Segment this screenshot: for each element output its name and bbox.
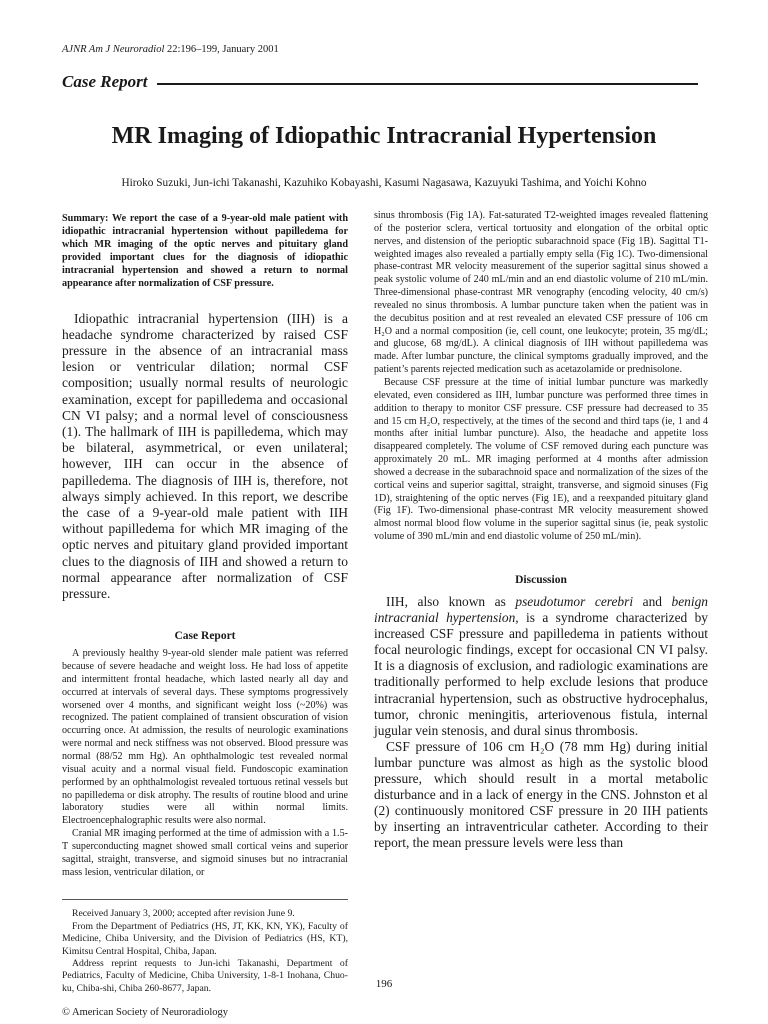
journal-citation <box>62 44 279 55</box>
left-column <box>62 212 348 1018</box>
summary-abstract: Summary: We report the case of a 9-year-old male patient with idiopathic intracranial hypertension without papilledema for which MR imaging of the optic nerves and pituitary gland provided important clues for the diagnosis of idiopathic intracranial hypertension and showed a return to normal appearance after normalization of CSF pressure. <box>62 213 348 290</box>
right-column <box>374 210 708 851</box>
copyright-notice: © American Society of Neuroradiology <box>62 1007 229 1019</box>
footnote-reprint: Address reprint requests to Jun-ichi Takanashi, Department of Pediatrics, Faculty of Medicine, Chiba University, 1-8-1 Inohana, Chuo-ku, Chiba-shi, Chiba 260-8677, Japan. <box>62 958 348 994</box>
term-benign-hypertension: benign intracranial hypertension, <box>374 593 708 626</box>
footnote-received: Received January 3, 2000; accepted after revision June 9. <box>72 908 295 920</box>
discussion-lead-text: IIH, also known as <box>386 593 516 609</box>
case-report-followup-paragraph: Because CSF pressure at the time of initial lumbar puncture was markedly elevated, even considered as IIH, lumbar puncture was performed three times in addition to therapy to monitor CSF pressure. CSF pressure had decreased to 35 and 15 cm H₂O, respectively, at the times of the second and third taps (ie, 1 and 4 months after initial lumbar puncture). Also, the headache and appetite loss disappeared completely. The volume of CSF removed during each puncture was approximately 20 mL. MR imaging performed at 4 months after admission showed a decrease in the subarachnoid space and normalization of the sizes of the cortical veins and superior sagittal, straight, transverse, and sigmoid sinuses (Fig 1D), straightening of the optic nerves (Fig 1E), and a reexpanded pituitary gland (Fig 1F). Two-dimensional phase-contrast MR velocity measurement showed almost normal blood flow volume in the superior sagittal sinus (ie, peak systolic volume of 390 mL/min and end diastolic volume of 250 mL/min). <box>374 376 708 543</box>
journal-details: 22:196–199, January 2001 <box>167 44 279 55</box>
page-number: 196 <box>375 978 393 990</box>
discussion-rest-text: is a syndrome characterized by increased CSF pressure and papilledema in patients without focal neurologic findings, except for occasional CN VI palsy. It is a diagnosis of exclusion, and radiologic examinations are traditionally performed to help exclude lesions that produce intracranial hypertension, such as obstructive hydrocephalus, tumor, chronic meningitis, arteriovenous fistula, internal jugular vein stenosis, and dural sinus thrombosis. <box>374 610 709 738</box>
introduction-paragraph: Idiopathic intracranial hypertension (IIH) is a headache syndrome characterized by raised CSF pressure in the absence of an intracranial mass lesion or ventricular dilation; normal CSF composition; usually normal results of neurologic examination, except for papilledema and occasional CN VI palsy; and a normal level of consciousness (1). The hallmark of IIH is papilledema, which may be bilateral, asymmetrical, or even unilateral; however, IIH can occur in the absence of papilledema. The diagnosis of IIH is, therefore, not always simply achieved. In this report, we describe the case of a 9-year-old male patient with IIH without papilledema for which MR imaging of the optic nerves and pituitary gland provided important clues to the diagnosis of IIH and showed a return to normal appearance after normalization of CSF pressure. <box>62 310 348 602</box>
term-pseudotumor: pseudotumor cerebri <box>515 593 634 609</box>
author-list: Hiroko Suzuki, Jun-ichi Takanashi, Kazuhiko Kobayashi, Kasumi Nagasawa, Kazuyuki Tashima, and Yoichi Kohno <box>121 177 647 189</box>
discussion-conjunction: and <box>633 593 672 609</box>
journal-name: AJNR Am J Neuroradiol <box>62 44 165 55</box>
footnote-divider <box>62 899 348 900</box>
header-rule <box>157 83 698 85</box>
case-report-paragraph: A previously healthy 9-year-old slender male patient was referred because of severe headache and weight loss. He had loss of appetite and intermittent frontal headache, which lasted nearly all day and occurred at intervals of several days. These symptoms progressively worsened over 4 months, and significant weight loss (~20%) was recognized. The patient complained of transient obscuration of vision occurring once. At admission, the results of neurologic examinations were normal and neck stiffness was not observed. Blood pressure was normal (88/52 mm Hg). An ophthalmologic test revealed normal visual acuity and a normal visual field. Fundoscopic examination performed by an ophthalmologist revealed tortuous retinal vessels but no papilledema or disk atrophy. The results of routine blood and urine laboratory studies were all within normal limits. Electroencephalographic results were also normal. <box>62 648 348 827</box>
case-report-heading: Case Report <box>174 630 236 643</box>
case-report-continuation: sinus thrombosis (Fig 1A). Fat-saturated T2-weighted images revealed flattening of the posterior sclera, vertical tortuosity and elongation of the orbital optic nerves, and distension of the perioptic subarachnoid space (Fig 1B). Sagittal T1-weighted images also revealed a partially empty sella (Fig 1C). Two-dimensional phase-contrast MR velocity measurement of the superior sagittal sinus showed a peak systolic volume of 240 mL/min and an end diastolic volume of 210 mL/min. Three-dimensional phase-contrast MR venography (encoding velocity, 40 cm/s) revealed no sinus thrombosis. A lumbar puncture taken when the patient was in the decubitus position and at rest revealed an elevated CSF pressure of 106 cm H₂O and a normal composition (ie, cell count, one leukocyte; protein, 35 mg/dL; and glucose, 68 mg/dL). A clinical diagnosis of IIH without papilledema was made. After lumbar puncture, the clinical symptoms gradually improved, and the patient’s parents rejected medication such as acetazolamide or prednisolone. <box>374 210 708 376</box>
discussion-paragraph <box>374 594 708 739</box>
section-header <box>62 72 698 92</box>
discussion-paragraph: CSF pressure of 106 cm H₂O (78 mm Hg) during initial lumbar puncture was almost as high as the systolic blood pressure, which should result in a mortal metabolic disturbance and in a lack of energy in the CNS. Johnston et al (2) continuously monitored CSF pressure in 20 IIH patients by inserting an intraventricular catheter. According to their report, the mean pressure levels were less than <box>374 738 708 851</box>
discussion-heading: Discussion <box>515 573 567 586</box>
case-report-paragraph: Cranial MR imaging performed at the time of admission with a 1.5-T superconducting magnet showed small cortical veins and superior sagittal, straight, transverse, and sigmoid sinuses but no intracranial mass lesion, ventricular dilation, or <box>62 828 348 878</box>
article-title: MR Imaging of Idiopathic Intracranial Hypertension <box>111 123 657 149</box>
section-label: Case Report <box>62 72 148 91</box>
footnote-affiliation: From the Department of Pediatrics (HS, JT, KK, KN, YK), Faculty of Medicine, Chiba University, and the Division of Pediatrics (HS, KT), Kimitsu Central Hospital, Chiba, Japan. <box>62 920 348 957</box>
